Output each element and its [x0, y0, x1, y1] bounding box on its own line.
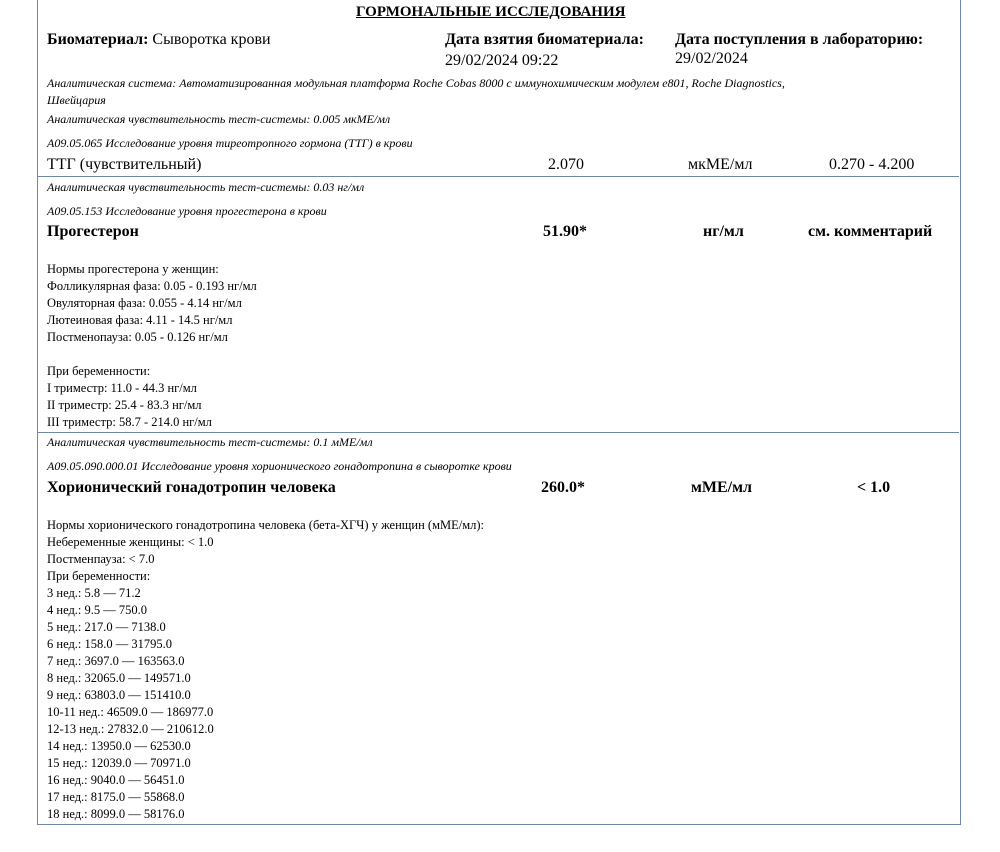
hcg-code: A09.05.090.000.01 Исследование уровня хорионического гонадотропина в сыворотке крови [47, 459, 512, 473]
hcg-comment [47, 517, 484, 823]
hcg-sensitivity: Аналитическая чувствительность тест-системы: 0.1 мМЕ/мл [47, 435, 373, 449]
comment-line: 6 нед.: 158.0 — 31795.0 [47, 637, 173, 651]
received-date-label: Дата поступления в лабораторию: [675, 31, 924, 48]
tsh-name: ТТГ (чувствительный) [47, 156, 202, 173]
comment-line: I триместр: 11.0 - 44.3 нг/мл [47, 381, 197, 395]
divider [37, 176, 959, 177]
hcg-reference: < 1.0 [857, 479, 891, 496]
analytic-system-line1: Аналитическая система: Автоматизированная модульная платформа Roche Cobas 8000 с иммунохимическим модулем e801, Roche Diagnostics, [47, 76, 785, 90]
comment-line: 14 нед.: 13950.0 — 62530.0 [47, 739, 191, 753]
comment-line: При беременности: [47, 569, 151, 583]
comment-line: Небеременные женщины: < 1.0 [47, 535, 214, 549]
comment-line: При беременности: [47, 364, 151, 378]
comment-line: 9 нед.: 63803.0 — 151410.0 [47, 688, 191, 702]
progesterone-comment [47, 261, 257, 431]
comment-line: 12-13 нед.: 27832.0 — 210612.0 [47, 722, 214, 736]
comment-line: Овуляторная фаза: 0.055 - 4.14 нг/мл [47, 296, 242, 310]
tsh-code: A09.05.065 Исследование уровня тиреотропного гормона (ТТГ) в крови [47, 136, 413, 150]
analytic-system-line2: Швейцария [47, 93, 106, 107]
comment-line: 18 нед.: 8099.0 — 58176.0 [47, 807, 185, 821]
progesterone-name: Прогестерон [47, 223, 139, 240]
comment-line: III триместр: 58.7 - 214.0 нг/мл [47, 415, 212, 429]
comment-line: Постменопауза: 0.05 - 0.126 нг/мл [47, 330, 228, 344]
biomaterial [47, 31, 271, 49]
comment-line: 16 нед.: 9040.0 — 56451.0 [47, 773, 185, 787]
comment-line: Постменпауза: < 7.0 [47, 552, 155, 566]
comment-line: 8 нед.: 32065.0 — 149571.0 [47, 671, 191, 685]
comment-line: 3 нед.: 5.8 — 71.2 [47, 586, 141, 600]
progesterone-reference: см. комментарий [808, 223, 933, 240]
tsh-reference: 0.270 - 4.200 [829, 156, 915, 173]
tsh-unit: мкМЕ/мл [688, 156, 753, 173]
hcg-unit: мМЕ/мл [691, 479, 752, 496]
progesterone-value: 51.90* [543, 223, 587, 240]
comment-line: Нормы хорионического гонадотропина человека (бета-ХГЧ) у женщин (мМЕ/мл): [47, 518, 484, 532]
hcg-value: 260.0* [541, 479, 585, 496]
progesterone-code: A09.05.153 Исследование уровня прогестерона в крови [47, 204, 327, 218]
comment-line: Лютеиновая фаза: 4.11 - 14.5 нг/мл [47, 313, 233, 327]
progesterone-sensitivity: Аналитическая чувствительность тест-системы: 0.03 нг/мл [47, 180, 365, 194]
tsh-sensitivity: Аналитическая чувствительность тест-системы: 0.005 мкМЕ/мл [47, 112, 391, 126]
progesterone-unit: нг/мл [703, 223, 744, 240]
comment-line: 17 нед.: 8175.0 — 55868.0 [47, 790, 185, 804]
comment-line: Фолликулярная фаза: 0.05 - 0.193 нг/мл [47, 279, 257, 293]
divider [37, 432, 959, 433]
tsh-value: 2.070 [548, 156, 584, 173]
comment-line: Нормы прогестерона у женщин: [47, 262, 219, 276]
biomaterial-value: Сыворотка крови [152, 31, 271, 48]
comment-line: 7 нед.: 3697.0 — 163563.0 [47, 654, 185, 668]
collection-date-value: 29/02/2024 09:22 [445, 52, 559, 69]
comment-line: II триместр: 25.4 - 83.3 нг/мл [47, 398, 202, 412]
collection-date-label: Дата взятия биоматериала: [445, 31, 644, 48]
comment-line: 10-11 нед.: 46509.0 — 186977.0 [47, 705, 214, 719]
section-title: ГОРМОНАЛЬНЫЕ ИССЛЕДОВАНИЯ [356, 4, 626, 20]
comment-line: 4 нед.: 9.5 — 750.0 [47, 603, 148, 617]
comment-line [47, 346, 257, 363]
received-date-value: 29/02/2024 [675, 50, 748, 67]
comment-line: 15 нед.: 12039.0 — 70971.0 [47, 756, 191, 770]
biomaterial-label: Биоматериал: [47, 31, 149, 48]
comment-line: 5 нед.: 217.0 — 7138.0 [47, 620, 166, 634]
hcg-name: Хорионический гонадотропин человека [47, 479, 336, 496]
